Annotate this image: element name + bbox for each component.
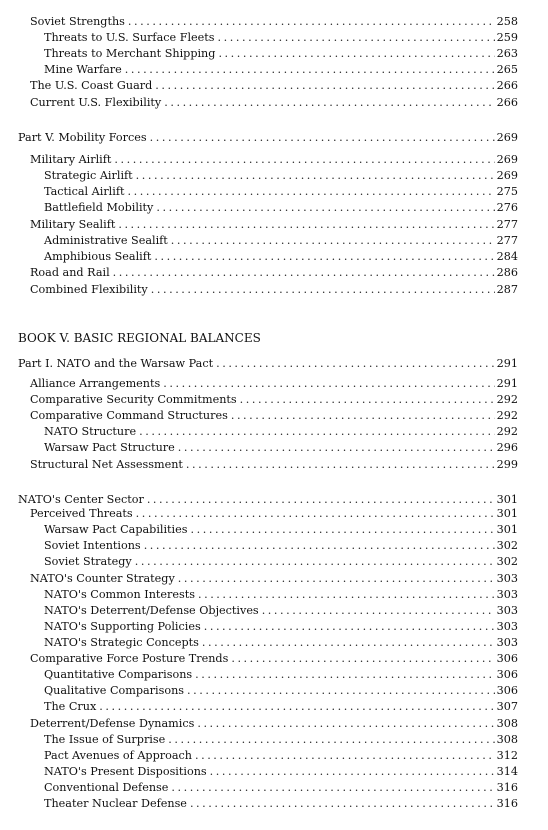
toc-entry-title: Conventional Defense [44,781,169,794]
toc-entry-page: 277 [496,234,518,247]
toc-entry-page: 277 [496,218,518,231]
dot-leader [125,63,495,76]
toc-entry [44,665,518,681]
toc-entry-title: Part V. Mobility Forces [18,131,147,144]
toc-entry-title: Comparative Security Commitments [30,393,237,406]
toc-entry [30,714,518,730]
dot-leader [136,169,495,182]
toc-entry-page: 296 [496,441,518,454]
dot-leader [204,620,495,633]
toc-entry-page: 299 [496,458,518,471]
toc-entry [44,28,518,44]
toc-entry [18,128,518,144]
toc-entry-page: 265 [496,63,518,76]
toc-entry-page: 306 [496,684,518,697]
toc-entry [44,520,518,536]
dot-leader [262,604,495,617]
toc-entry [18,354,518,370]
toc-entry-title: Comparative Command Structures [30,409,228,422]
toc-entry-page: 258 [496,15,518,28]
toc-entry-page: 292 [496,409,518,422]
book-heading: BOOK V. BASIC REGIONAL BALANCES [18,331,261,345]
toc-entry-page: 292 [496,393,518,406]
toc-entry-title: Perceived Threats [30,507,133,520]
dot-leader [171,234,495,247]
toc-entry-page: 291 [496,377,518,390]
dot-leader [195,668,494,681]
toc-entry [44,552,518,568]
toc-entry-page: 276 [496,201,518,214]
dot-leader [210,765,495,778]
dot-leader [151,283,495,296]
toc-entry [30,504,518,520]
toc-entry-page: 259 [496,31,518,44]
toc-entry-title: The U.S. Coast Guard [30,79,153,92]
toc-entry [44,794,518,810]
dot-leader [127,185,494,198]
toc-entry-title: The Crux [44,700,97,713]
toc-entry-page: 316 [496,781,518,794]
toc-entry-title: Structural Net Assessment [30,458,183,471]
toc-entry [44,778,518,794]
dot-leader [168,733,494,746]
toc-entry-page: 301 [496,523,518,536]
toc-entry [30,455,518,471]
toc-entry-title: Soviet Strategy [44,555,132,568]
dot-leader [218,47,494,60]
toc-entry [30,374,518,390]
toc-entry [44,730,518,746]
toc-entry [44,681,518,697]
toc-entry-title: Military Sealift [30,218,116,231]
toc-entry-page: 301 [496,493,518,506]
dot-leader [178,441,495,454]
toc-entry-title: Road and Rail [30,266,110,279]
toc-entry-title: NATO's Present Dispositions [44,765,207,778]
toc-entry-page: 306 [496,652,518,665]
toc-entry-page: 303 [496,572,518,585]
toc-entry [30,649,518,665]
dot-leader [202,636,495,649]
dot-leader [114,153,494,166]
toc-entry-title: Strategic Airlift [44,169,133,182]
dot-leader [191,523,495,536]
dot-leader [144,539,495,552]
dot-leader [178,572,495,585]
toc-entry [44,746,518,762]
toc-entry-title: Combined Flexibility [30,283,148,296]
toc-entry [30,12,518,28]
toc-entry-page: 266 [496,79,518,92]
toc-entry [44,438,518,454]
dot-leader [197,717,494,730]
toc-entry-page: 303 [496,588,518,601]
toc-entry [30,93,518,109]
toc-entry-page: 303 [496,636,518,649]
toc-entry [44,585,518,601]
toc-entry-title: NATO's Strategic Concepts [44,636,199,649]
toc-entry-title: Warsaw Pact Capabilities [44,523,188,536]
toc-entry-title: Pact Avenues of Approach [44,749,192,762]
toc-entry [44,182,518,198]
toc-entry-page: 266 [496,96,518,109]
toc-entry-title: NATO's Common Interests [44,588,195,601]
toc-entry [30,390,518,406]
toc-entry-page: 303 [496,620,518,633]
toc-entry [44,633,518,649]
toc-entry-title: Quantitative Comparisons [44,668,193,681]
dot-leader [99,700,494,713]
toc-entry-page: 284 [496,250,518,263]
toc-entry-title: Tactical Airlift [44,185,125,198]
toc-entry [44,231,518,247]
toc-entry-page: 316 [496,797,518,810]
toc-entry [30,569,518,585]
toc-entry [44,601,518,617]
dot-leader [231,409,495,422]
toc-entry-title: NATO's Center Sector [18,493,144,506]
dot-leader [186,458,495,471]
toc-entry-page: 303 [496,604,518,617]
toc-entry-title: NATO Structure [44,425,137,438]
dot-leader [135,555,495,568]
toc-entry [44,198,518,214]
toc-entry-title: Current U.S. Flexibility [30,96,162,109]
dot-leader [216,357,495,370]
toc-entry-title: NATO's Deterrent/Defense Objectives [44,604,259,617]
dot-leader [190,797,495,810]
toc-entry-page: 308 [496,717,518,730]
toc-entry [30,406,518,422]
toc-entry-title: Mine Warfare [44,63,122,76]
toc-entry [44,44,518,60]
dot-leader [198,588,495,601]
toc-entry-title: Comparative Force Posture Trends [30,652,229,665]
toc-entry-page: 286 [496,266,518,279]
toc-entry-page: 269 [496,153,518,166]
toc-entry [44,536,518,552]
toc-entry-title: Soviet Strengths [30,15,125,28]
toc-entry [44,422,518,438]
dot-leader [118,218,494,231]
toc-entry-title: The Issue of Surprise [44,733,166,746]
toc-entry [30,150,518,166]
dot-leader [231,652,494,665]
toc-entry-title: Administrative Sealift [44,234,168,247]
dot-leader [154,250,494,263]
toc-entry-title: Soviet Intentions [44,539,141,552]
dot-leader [128,15,495,28]
dot-leader [155,79,494,92]
dot-leader [240,393,495,406]
toc-entry-page: 291 [496,357,518,370]
toc-entry-page: 269 [496,169,518,182]
dot-leader [187,684,495,697]
toc-entry [44,60,518,76]
toc-entry-title: Military Airlift [30,153,112,166]
dot-leader [156,201,494,214]
toc-entry-page: 312 [496,749,518,762]
dot-leader [195,749,495,762]
toc-entry-page: 306 [496,668,518,681]
toc-entry-title: Deterrent/Defense Dynamics [30,717,195,730]
toc-entry [44,166,518,182]
toc-entry-title: Qualitative Comparisons [44,684,185,697]
dot-leader [164,96,494,109]
dot-leader [113,266,495,279]
toc-entry-page: 302 [496,555,518,568]
dot-leader [171,781,494,794]
toc-entry-page: 287 [496,283,518,296]
dot-leader [218,31,495,44]
toc-entry [30,280,518,296]
toc-entry-title: NATO's Counter Strategy [30,572,175,585]
dot-leader [163,377,494,390]
toc-entry-title: Threats to U.S. Surface Fleets [44,31,215,44]
dot-leader [139,425,495,438]
toc-entry-title: Theater Nuclear Defense [44,797,187,810]
toc-entry-page: 269 [496,131,518,144]
dot-leader [150,131,495,144]
toc-entry [30,215,518,231]
toc-entry-page: 314 [496,765,518,778]
toc-entry-page: 308 [496,733,518,746]
toc-entry [44,617,518,633]
toc-entry-page: 263 [496,47,518,60]
toc-entry [44,762,518,778]
toc-entry-title: NATO's Supporting Policies [44,620,201,633]
toc-entry-title: Battlefield Mobility [44,201,154,214]
toc-entry-page: 307 [496,700,518,713]
toc-entry-title: Part I. NATO and the Warsaw Pact [18,357,214,370]
toc-entry-title: Alliance Arrangements [30,377,161,390]
toc-entry-page: 301 [496,507,518,520]
toc-entry-title: Threats to Merchant Shipping [44,47,216,60]
toc-entry-page: 302 [496,539,518,552]
toc-entry [44,697,518,713]
toc-entry [30,76,518,92]
toc-entry-title: Amphibious Sealift [44,250,152,263]
toc-entry [30,263,518,279]
toc-entry-title: Warsaw Pact Structure [44,441,175,454]
dot-leader [136,507,495,520]
toc-entry-page: 275 [496,185,518,198]
toc-entry [44,247,518,263]
toc-entry-page: 292 [496,425,518,438]
